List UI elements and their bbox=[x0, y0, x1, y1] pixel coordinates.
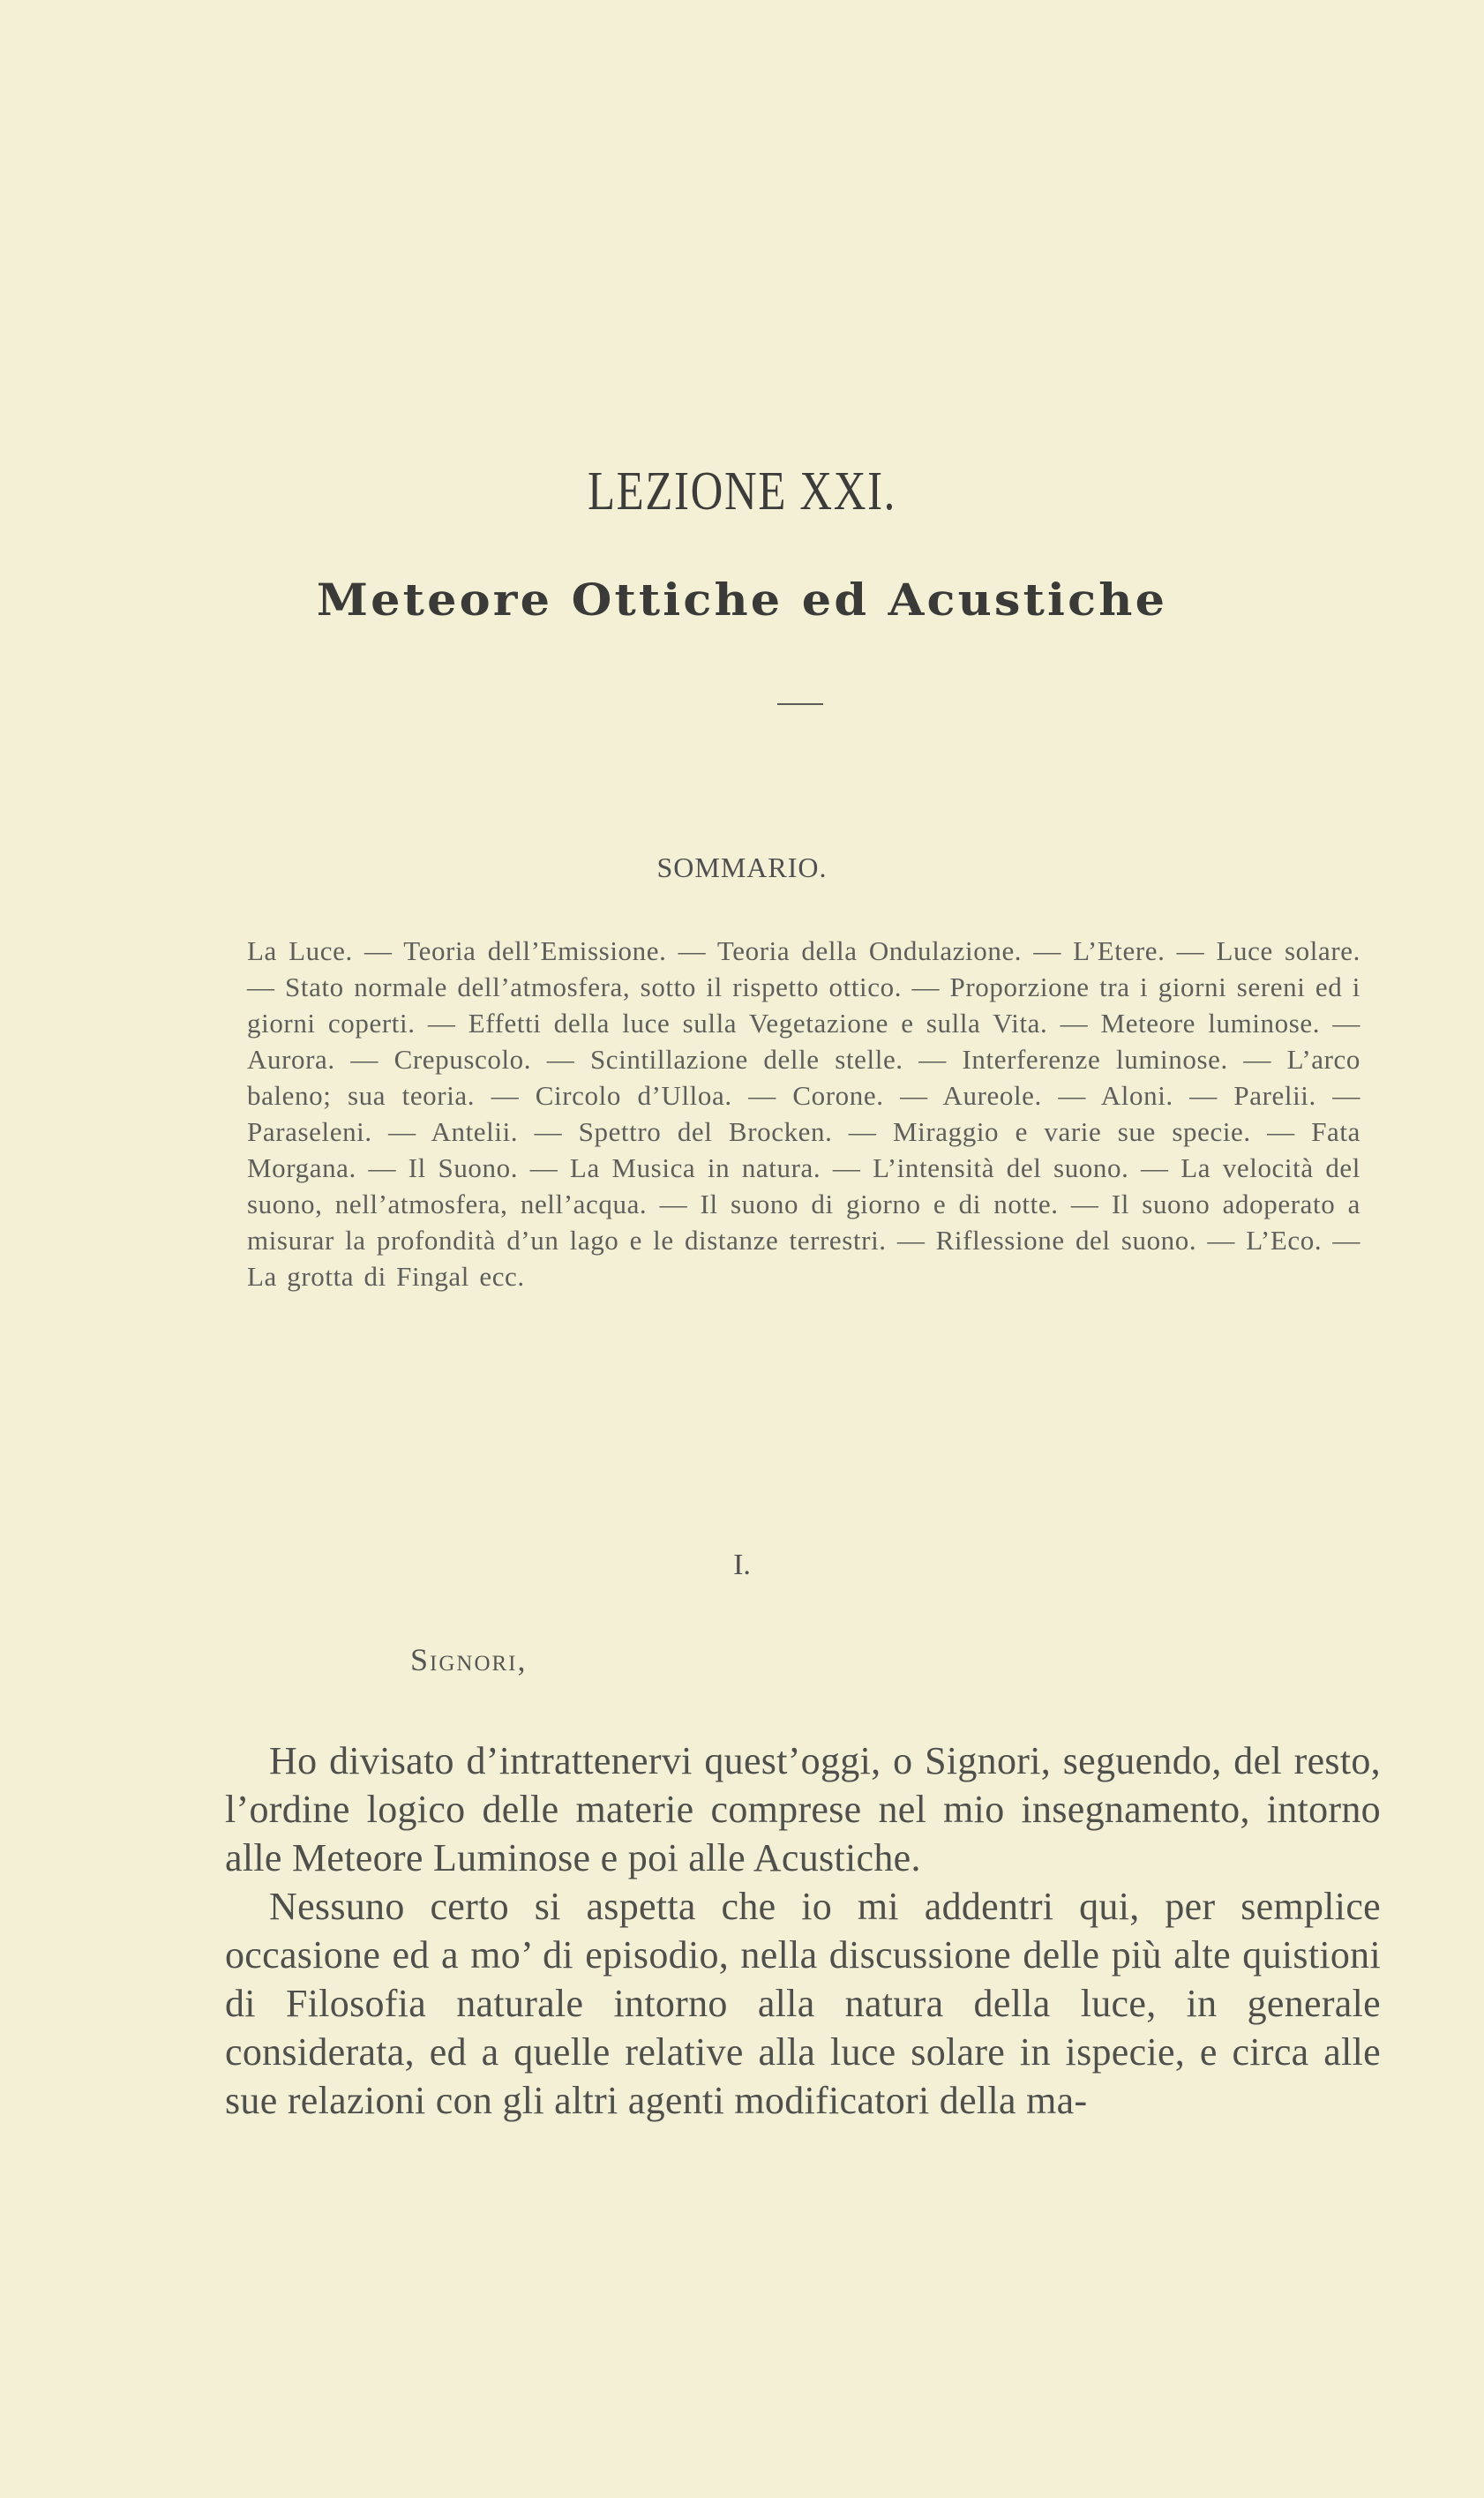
title-divider bbox=[777, 703, 823, 705]
body-paragraph: Nessuno certo si aspetta che io mi addentri qui, per semplice occasione ed a mo’ di episodio, nella discussione delle più alte quistioni di Filosofia naturale intorno alla natura della luce, in generale considerata, ed a quelle relative alla luce solare in ispecie, e circa alle sue relazioni con gli altri agenti modificatori della ma- bbox=[225, 1885, 1381, 2122]
salutation: Signori, bbox=[410, 1642, 528, 1677]
summary-heading: SOMMARIO. bbox=[656, 851, 828, 883]
body-paragraph: Ho divisato d’intrattenervi quest’oggi, o Signori, seguendo, del resto, l’ordine logico delle materie comprese nel mio insegnamento, intorno alle Meteore Luminose e poi alle Acustiche. bbox=[225, 1739, 1381, 1879]
lesson-title: LEZIONE XXI. bbox=[587, 461, 897, 521]
lesson-subtitle: Meteore Ottiche ed Acustiche bbox=[316, 574, 1168, 626]
summary-text: La Luce. — Teoria dell’Emissione. — Teoria della Ondulazione. — L’Etere. — Luce solare. — Stato normale dell’atmosfera, sotto il rispetto ottico. — Proporzione tra i giorni sereni ed i giorni coperti. — Effetti della luce sulla Vegetazione e sulla Vita. — Meteore luminose. — Aurora. — Crepuscolo. — Scintillazione delle stelle. — Interferenze luminose. — L’arco baleno; sua teoria. — Circolo d’Ulloa. — Corone. — Aureole. — Aloni. — Parelii. — Paraseleni. — Antelii. — Spettro del Brocken. — Miraggio e varie sue specie. — Fata Morgana. — Il Suono. — La Musica in natura. — L’intensità del suono. — La velocità del suono, nell’atmosfera, nell’acqua. — Il suono di giorno e di notte. — Il suono adoperato a misurar la profondità d’un lago e le distanze terrestri. — Riflessione del suono. — L’Eco. — La grotta di Fingal ecc. bbox=[247, 935, 1360, 1292]
section-number: I. bbox=[733, 1549, 751, 1581]
body-text bbox=[225, 1737, 1381, 2125]
